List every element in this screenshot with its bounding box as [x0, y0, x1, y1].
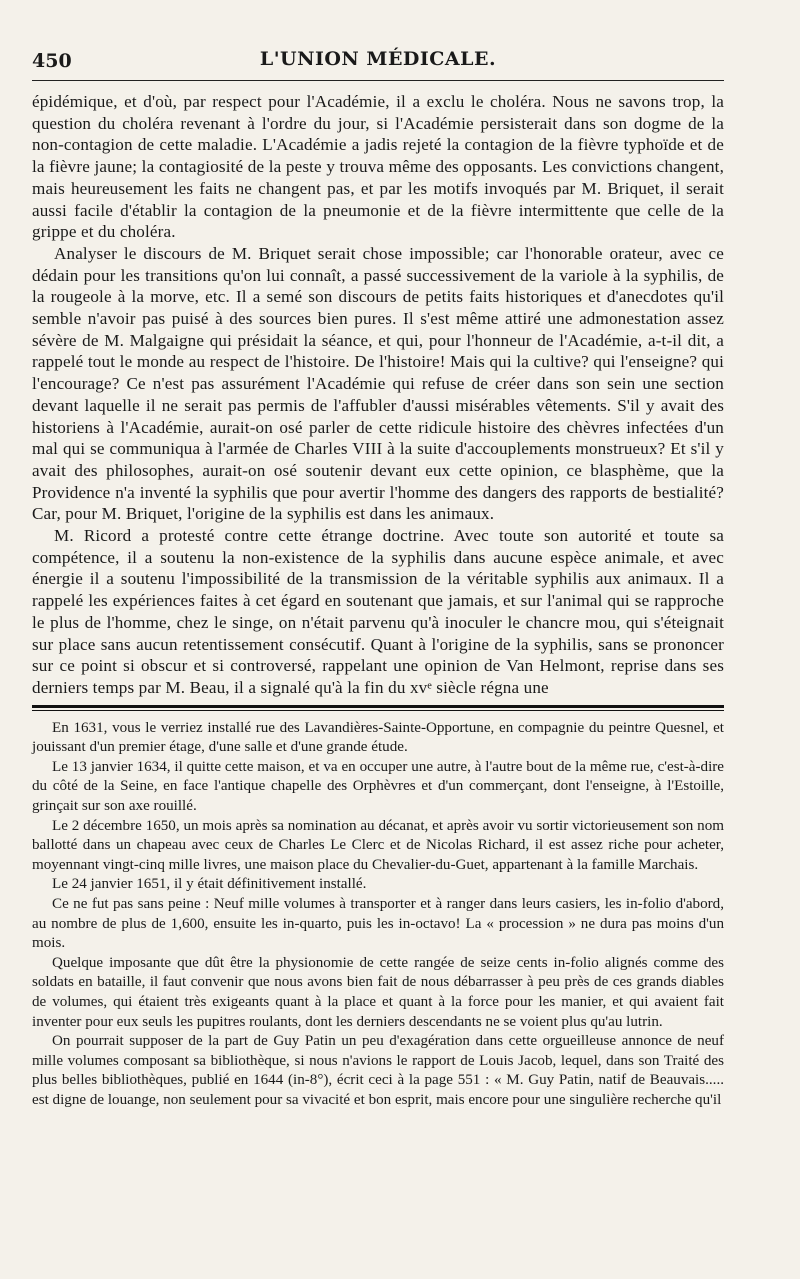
footnote-paragraph: Le 2 décembre 1650, un mois après sa nomination au décanat, et après avoir vu sortir victorieusement son nom ballotté dans un chapeau avec ceux de Charles Le Clerc et de Nicolas Richard, il est assez riche pour acheter, moyennant vingt-cinq mille livres, une maison place du Chevalier-du-Guet, appartenant à la famille Marchais.: [32, 817, 724, 873]
footnote-paragraph: En 1631, vous le verriez installé rue des Lavandières-Sainte-Opportune, en compagnie du peintre Quesnel, et jouissant d'un premier étage, d'une salle et d'une grande étude.: [32, 719, 724, 756]
footnote-paragraph: Le 24 janvier 1651, il y était définitivement installé.: [52, 876, 367, 893]
footnote-divider: [32, 705, 724, 711]
footnote-section: [32, 719, 724, 1111]
footnote-paragraph: On pourrait supposer de la part de Guy Patin un peu d'exagération dans cette orgueilleuse annonce de neuf mille volumes composant sa bibliothèque, si nous n'avions le rapport de Louis Jacob, lequel, dans son Traité des plus belles bibliothèques, publié en 1644 (in-8°), écrit ceci à la page 551 : « M. Guy Patin, natif de Beauvais..... est digne de louange, non seulement pour sa vivacité et bon esprit, mais encore pour une singulière recherche qu'il: [32, 1033, 724, 1108]
footnote-paragraph: Quelque imposante que dût être la physionomie de cette rangée de seize cents in-folio alignés comme des soldats en bataille, il faut convenir que nous avons bien fait de nous débarrasser à peu près de ces grands diables de volumes, qui étaient très exigeants quant à la place et quant à la force pour les manier, et qui avaient fait inventer pour eux seuls les pupitres roulants, dont les derniers descendants ne se voient plus qu'au lutrin.: [32, 954, 724, 1030]
footnote-paragraph: Le 13 janvier 1634, il quitte cette maison, et va en occuper une autre, à l'autre bout de la même rue, c'est-à-dire du côté de la Seine, en face l'antique chapelle des Orphèvres et d'un commerçant, dont l'enseigne, à l'Estoille, grinçait sur son axe rouillé.: [32, 758, 724, 815]
paragraph: épidémique, et d'où, par respect pour l'Académie, il a exclu le choléra. Nous ne savons trop, la question du choléra revenant à l'ordre du jour, si l'Académie persisterait dans son dogme de la non-contagion de cette maladie. L'Académie a jadis rejeté la contagion de la fièvre typhoïde et de la fièvre jaune; la contagiosité de la peste y trouva même des opposants. Les convictions changent, mais heureusement les faits ne changent pas, et par les motifs invoqués par M. Briquet, il serait aussi facile d'établir la contagion de la pneumonie et de la fièvre intermittente que celle de la grippe et du choléra.: [32, 92, 724, 242]
page-header: [32, 44, 724, 81]
main-text: [32, 91, 724, 699]
paragraph: M. Ricord a protesté contre cette étrange doctrine. Avec toute son autorité et toute sa compétence, il a soutenu la non-existence de la syphilis dans aucune espèce animale, et avec énergie il a soutenu l'impossibilité de la transmission de la véritable syphilis aux animaux. Il a rappelé les expériences faites à cet égard en soutenant que jamais, et sur l'animal qui se rapproche le plus de l'homme, chez le singe, on n'était parvenu qu'à inoculer le chancre mou, qui s'éteignait sur place sans aucun retentissement consécutif. Quant à l'origine de la syphilis, sans se prononcer sur ce point si obscur et si controversé, rappelant une opinion de Van Helmont, reprise dans ses derniers temps par M. Beau, il a signalé qu'à la fin du xvᵉ siècle régna une: [32, 526, 724, 697]
page-number: 450: [32, 50, 72, 72]
running-title: L'UNION MÉDICALE.: [259, 48, 497, 70]
footnote-paragraph: Ce ne fut pas sans peine : Neuf mille volumes à transporter et à ranger dans leurs casiers, les in-folio d'abord, au nombre de plus de 1,600, ensuite les in-quarto, puis les in-octavo! La « procession » ne dura pas moins d'un mois.: [32, 896, 724, 952]
paragraph: Analyser le discours de M. Briquet serait chose impossible; car l'honorable orateur, avec ce dédain pour les transitions qu'on lui connaît, a passé successivement de la variole à la syphilis, de la rougeole à la morve, etc. Il a semé son discours de petits faits historiques et d'anecdotes qu'il semble n'avoir pas puisé à des sources bien pures. Il s'est même attiré une admonestation assez sévère de M. Malgaigne qui présidait la séance, et qui, pour l'honneur de l'Académie, a-t-il dit, a rappelé tout le monde au respect de l'histoire. De l'histoire! Mais qui la cultive? qui l'enseigne? qui l'encourage? Ce n'est pas assurément l'Académie qui refuse de créer dans son sein une section devant laquelle il ne serait pas permis de l'affubler d'aussi misérables vêtements. S'il y avait des historiens à l'Académie, aurait-on osé parler de cette ridicule histoire des chèvres infectées d'un mal qui se communiqua à l'armée de Charles VIII à la suite d'accouplements monstrueux? Et s'il y avait des philosophes, aurait-on osé soutenir devant eux cette opinion, ce blasphème, que la Providence n'a inventé la syphilis que pour avertir l'homme des dangers des rapports de bestialité? Car, pour M. Briquet, l'origine de la syphilis est dans les animaux.: [32, 243, 724, 524]
